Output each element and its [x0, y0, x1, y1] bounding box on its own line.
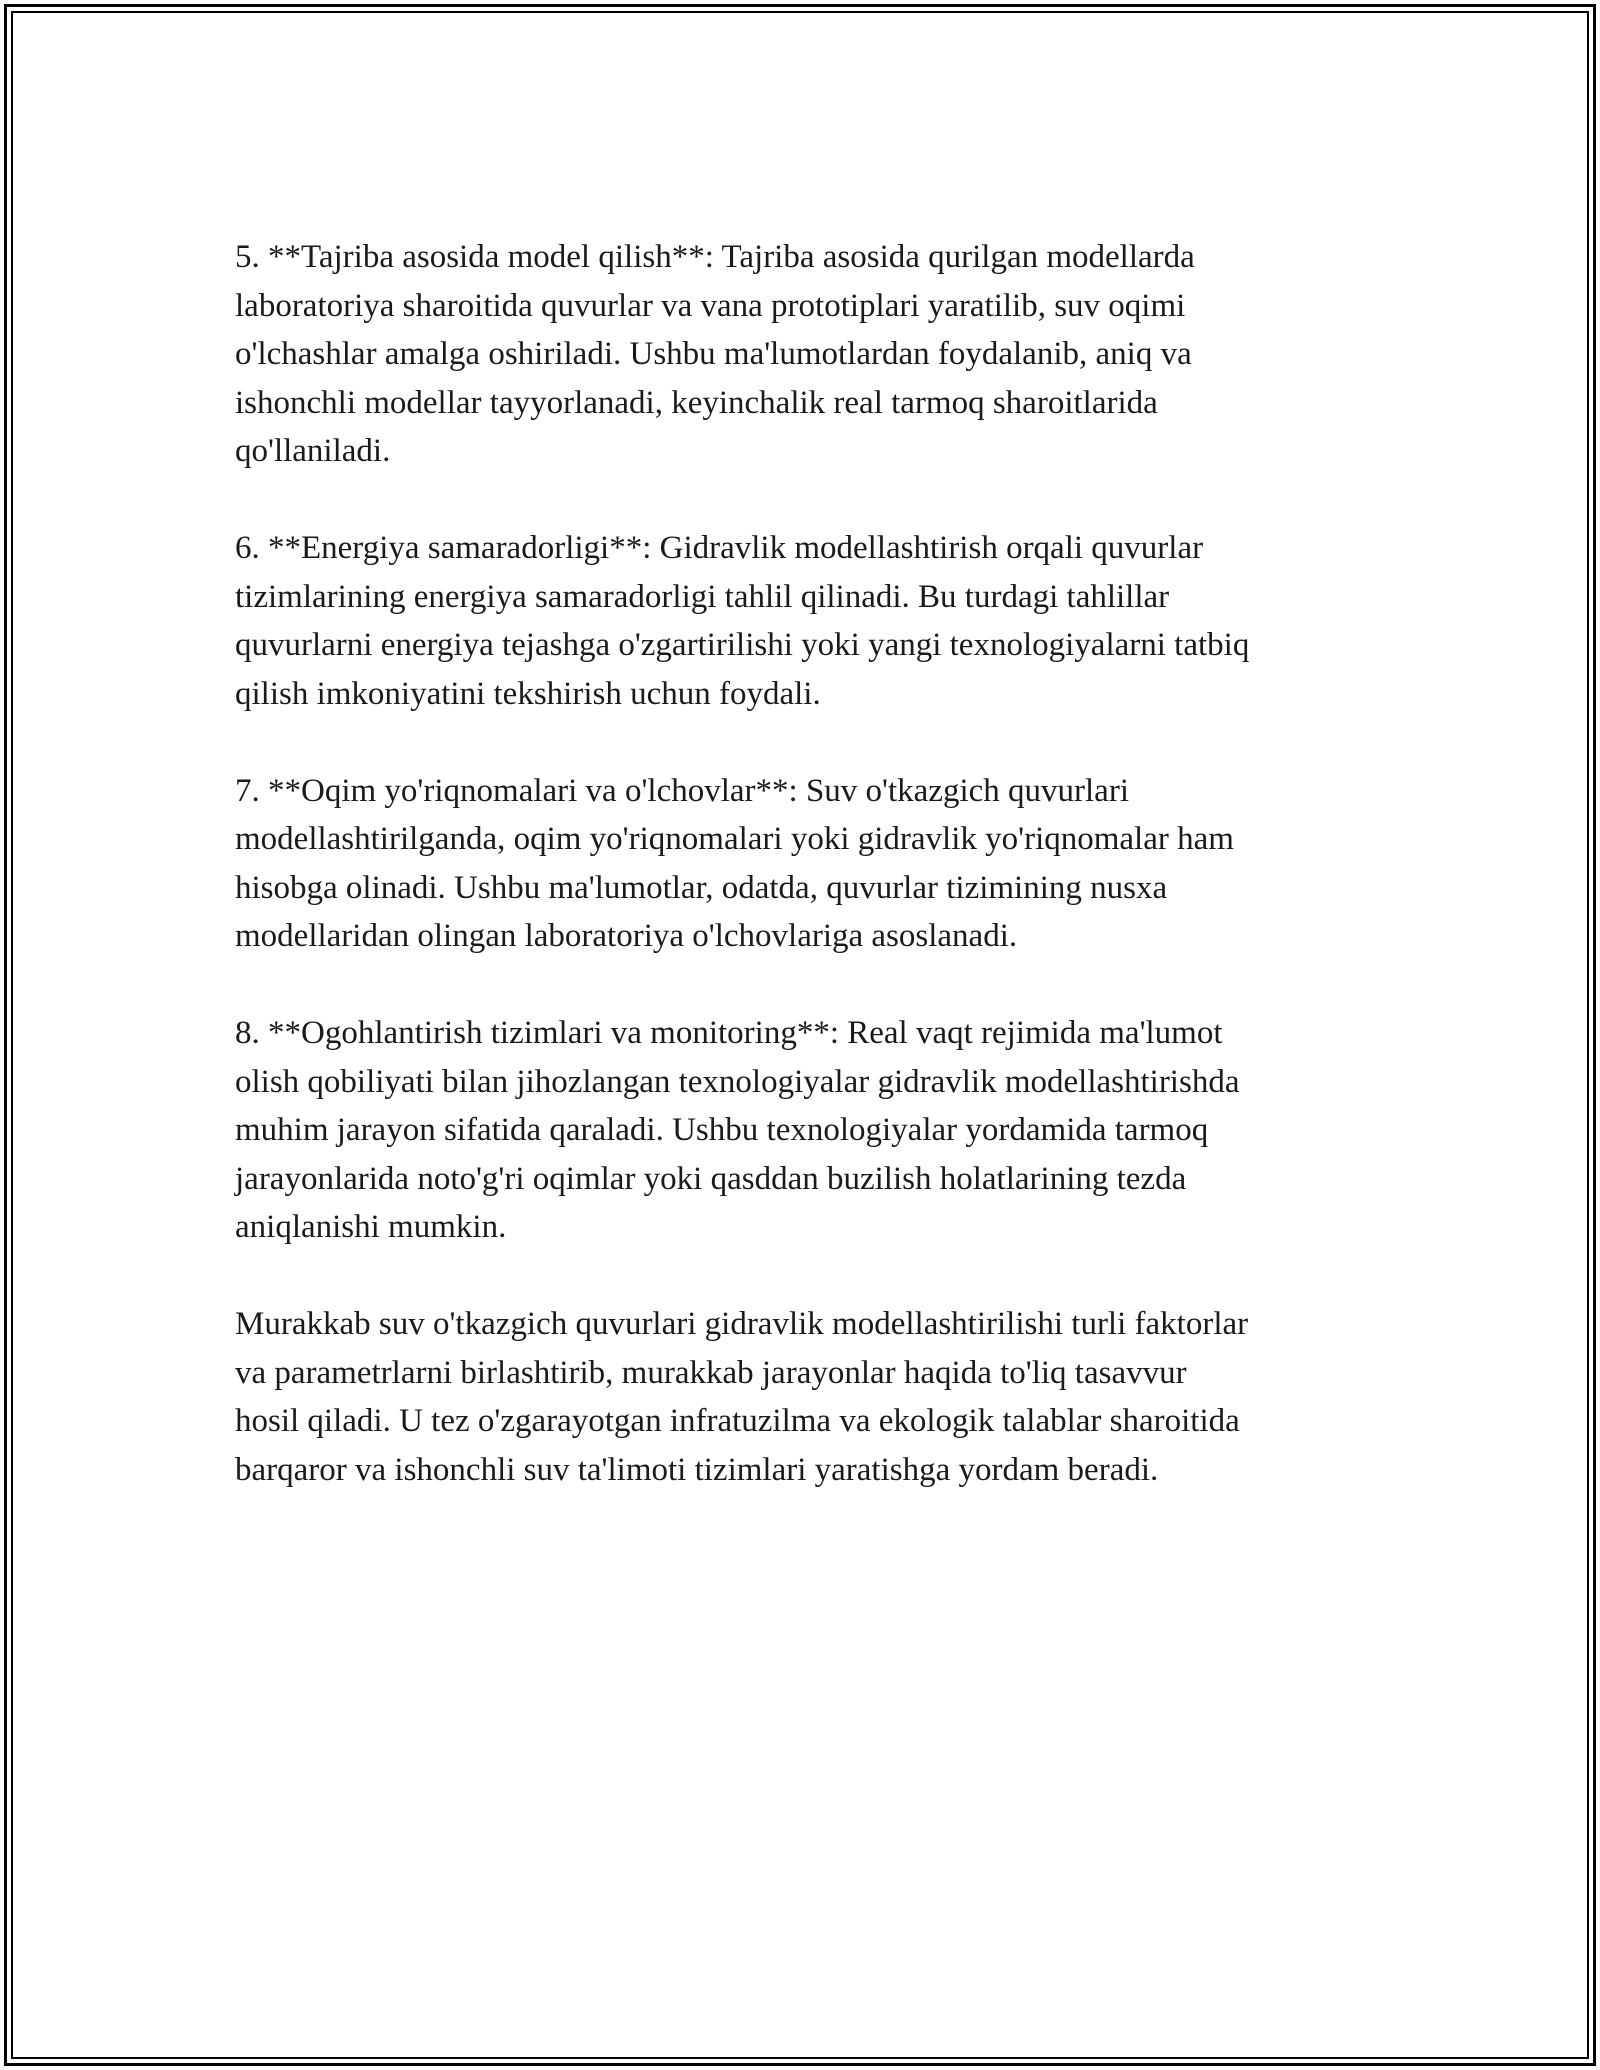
paragraph-item-7: 7. **Oqim yo'riqnomalari va o'lchovlar**: Suv o'tkazgich quvurlari modellashtirilganda, oqim yo'riqnomalari yoki gidravlik yo'riqnomalar ham hisobga olinadi. Ushbu ma'lumotlar, odatda, quvurlar tizimining nusxa modellaridan olingan laboratoriya o'lchovlariga asoslanadi. [235, 772, 1234, 954]
paragraph-item-5: 5. **Tajriba asosida model qilish**: Tajriba asosida qurilgan modellarda laboratoriya sharoitida quvurlar va vana prototiplari yaratilib, suv oqimi o'lchashlar amalga oshiriladi. Ushbu ma'lumotlardan foydalanib, aniq va ishonchli modellar tayyorlanadi, keyinchalik real tarmoq sharoitlarida qo'llaniladi. [235, 239, 1195, 469]
paragraph-item-8: 8. **Ogohlantirish tizimlari va monitoring**: Real vaqt rejimida ma'lumot olish qobiliyati bilan jihozlangan texnologiyalar gidravlik modellashtirishda muhim jarayon sifatida qaraladi. Ushbu texnologiyalar yordamida tarmoq jarayonlarida noto'g'ri oqimlar yoki qasddan buzilish holatlarining tezda aniqlanishi mumkin. [235, 1015, 1240, 1245]
paragraph-item-6: 6. **Energiya samaradorligi**: Gidravlik modellashtirish orqali quvurlar tizimlarining energiya samaradorligi tahlil qilinadi. Bu turdagi tahlillar quvurlarni energiya tejashga o'zgartirilishi yoki yangi texnologiyalarni tatbiq qilish imkoniyatini tekshirish uchun foydali. [235, 530, 1250, 712]
document-body [235, 233, 1385, 1543]
paragraph-conclusion: Murakkab suv o'tkazgich quvurlari gidravlik modellashtirilishi turli faktorlar va parametrlarni birlashtirib, murakkab jarayonlar haqida to'liq tasavvur hosil qiladi. U tez o'zgarayotgan infratuzilma va ekologik talablar sharoitida barqaror va ishonchli suv ta'limoti tizimlari yaratishga yordam beradi. [235, 1306, 1249, 1488]
